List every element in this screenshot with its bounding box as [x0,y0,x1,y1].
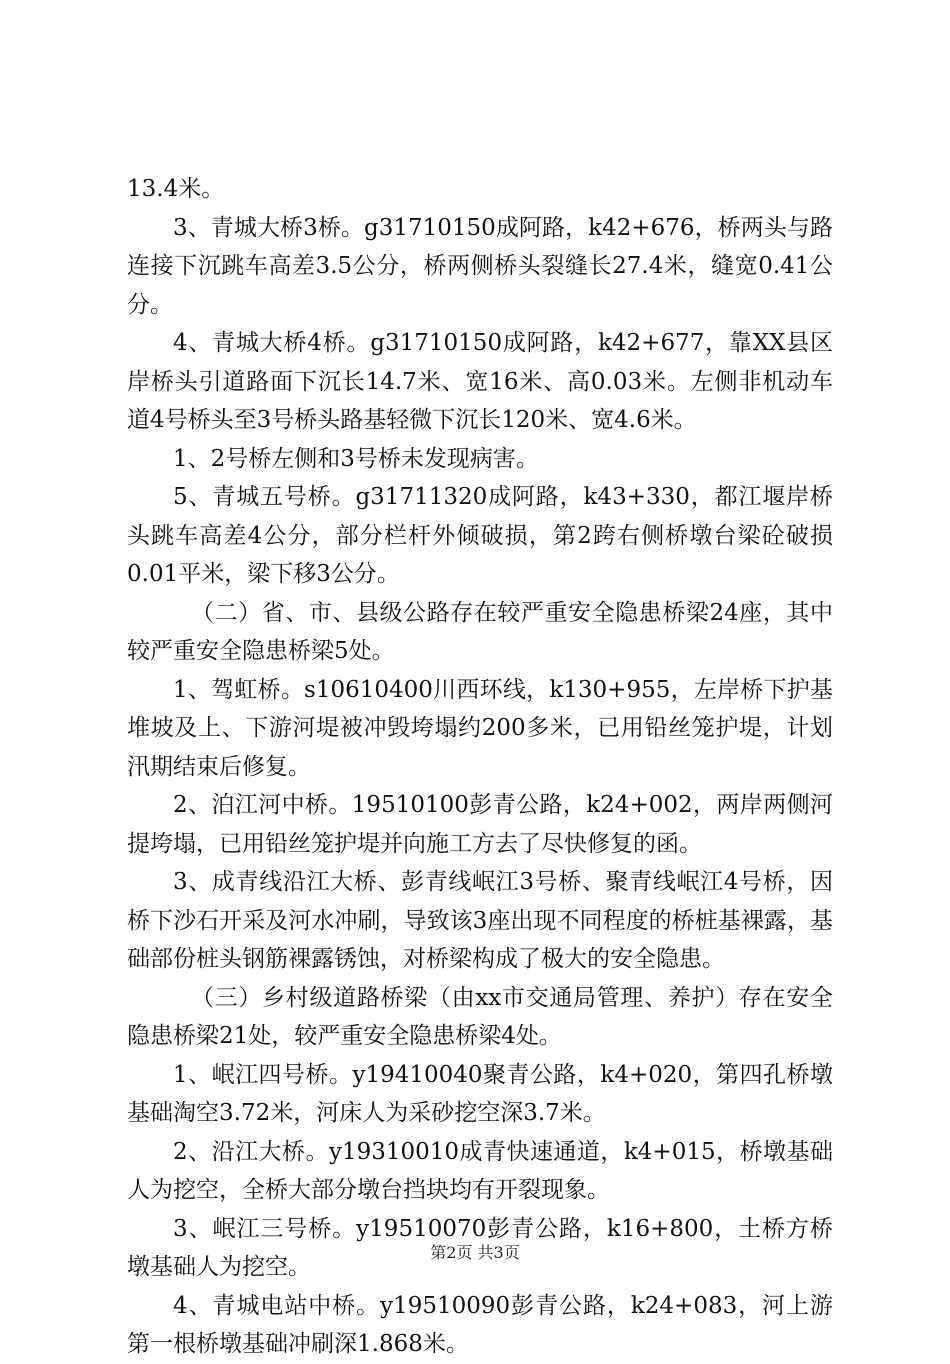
section-heading-3: （三）乡村级道路桥梁（由xx市交通局管理、养护）存在安全隐患桥梁21处，较严重安全隐患桥梁4处。 [127,984,833,1049]
section-heading-2: （二）省、市、县级公路存在较严重安全隐患桥梁24座，其中较严重安全隐患桥梁5处。 [127,599,833,664]
paragraph-bridge-4: 4、青城大桥4桥。g31710150成阿路，k42+677，靠XX县区岸桥头引道路面下沉长14.7米、宽16米、高0.03米。左侧非机动车道4号桥头至3号桥头路基轻微下沉长120米、宽4.6米。 [127,330,833,433]
paragraph-bridge-5: 5、青城五号桥。g31711320成阿路，k43+330，都江堰岸桥头跳车高差4公分，部分栏杆外倾破损，第2跨右侧桥墩台梁砼破损0.01平米，梁下移3公分。 [127,484,833,587]
paragraph-section3-item-3: 3、岷江三号桥。y19510070彭青公路，k16+800，土桥方桥墩基础人为挖空。 [127,1215,833,1280]
paragraph-section2-item-1: 1、驾虹桥。s10610400川西环线，k130+955，左岸桥下护基堆坡及上、下游河堤被冲毁垮塌约200多米，已用铅丝笼护堤，计划汛期结束后修复。 [127,676,833,780]
paragraph-bridge-1-2: 1、2号桥左侧和3号桥未发现病害。 [173,445,539,472]
document-body [127,170,833,1364]
paragraph-section2-item-3: 3、成青线沿江大桥、彭青线岷江3号桥、聚青线岷江4号桥，因桥下沙石开采及河水冲刷，导致该3座出现不同程度的桥桩基裸露，基础部份桩头钢筋裸露锈蚀，对桥梁构成了极大的安全隐患。 [127,869,833,972]
paragraph-section3-item-1: 1、岷江四号桥。y19410040聚青公路，k4+020，第四孔桥墩基础淘空3.72米，河床人为采砂挖空深3.7米。 [127,1061,833,1126]
paragraph-section3-item-2: 2、沿江大桥。y19310010成青快速通道，k4+015，桥墩基础人为挖空，全桥大部分墩台挡块均有开裂现象。 [127,1138,833,1203]
paragraph-section3-item-4: 4、青城电站中桥。y19510090彭青公路，k24+083，河上游第一根桥墩基础冲刷深1.868米。 [127,1292,833,1357]
paragraph-section2-item-2: 2、泊江河中桥。19510100彭青公路，k24+002，两岸两侧河提垮塌，已用铅丝笼护堤并向施工方去了尽快修复的函。 [127,792,833,857]
page-number-footer: 第2页 共3页 [430,1243,520,1262]
paragraph-continuation: 13.4米。 [127,176,225,202]
paragraph-bridge-3: 3、青城大桥3桥。g31710150成阿路，k42+676，桥两头与路连接下沉跳车高差3.5公分，桥两侧桥头裂缝长27.4米，缝宽0.41公分。 [127,214,833,318]
